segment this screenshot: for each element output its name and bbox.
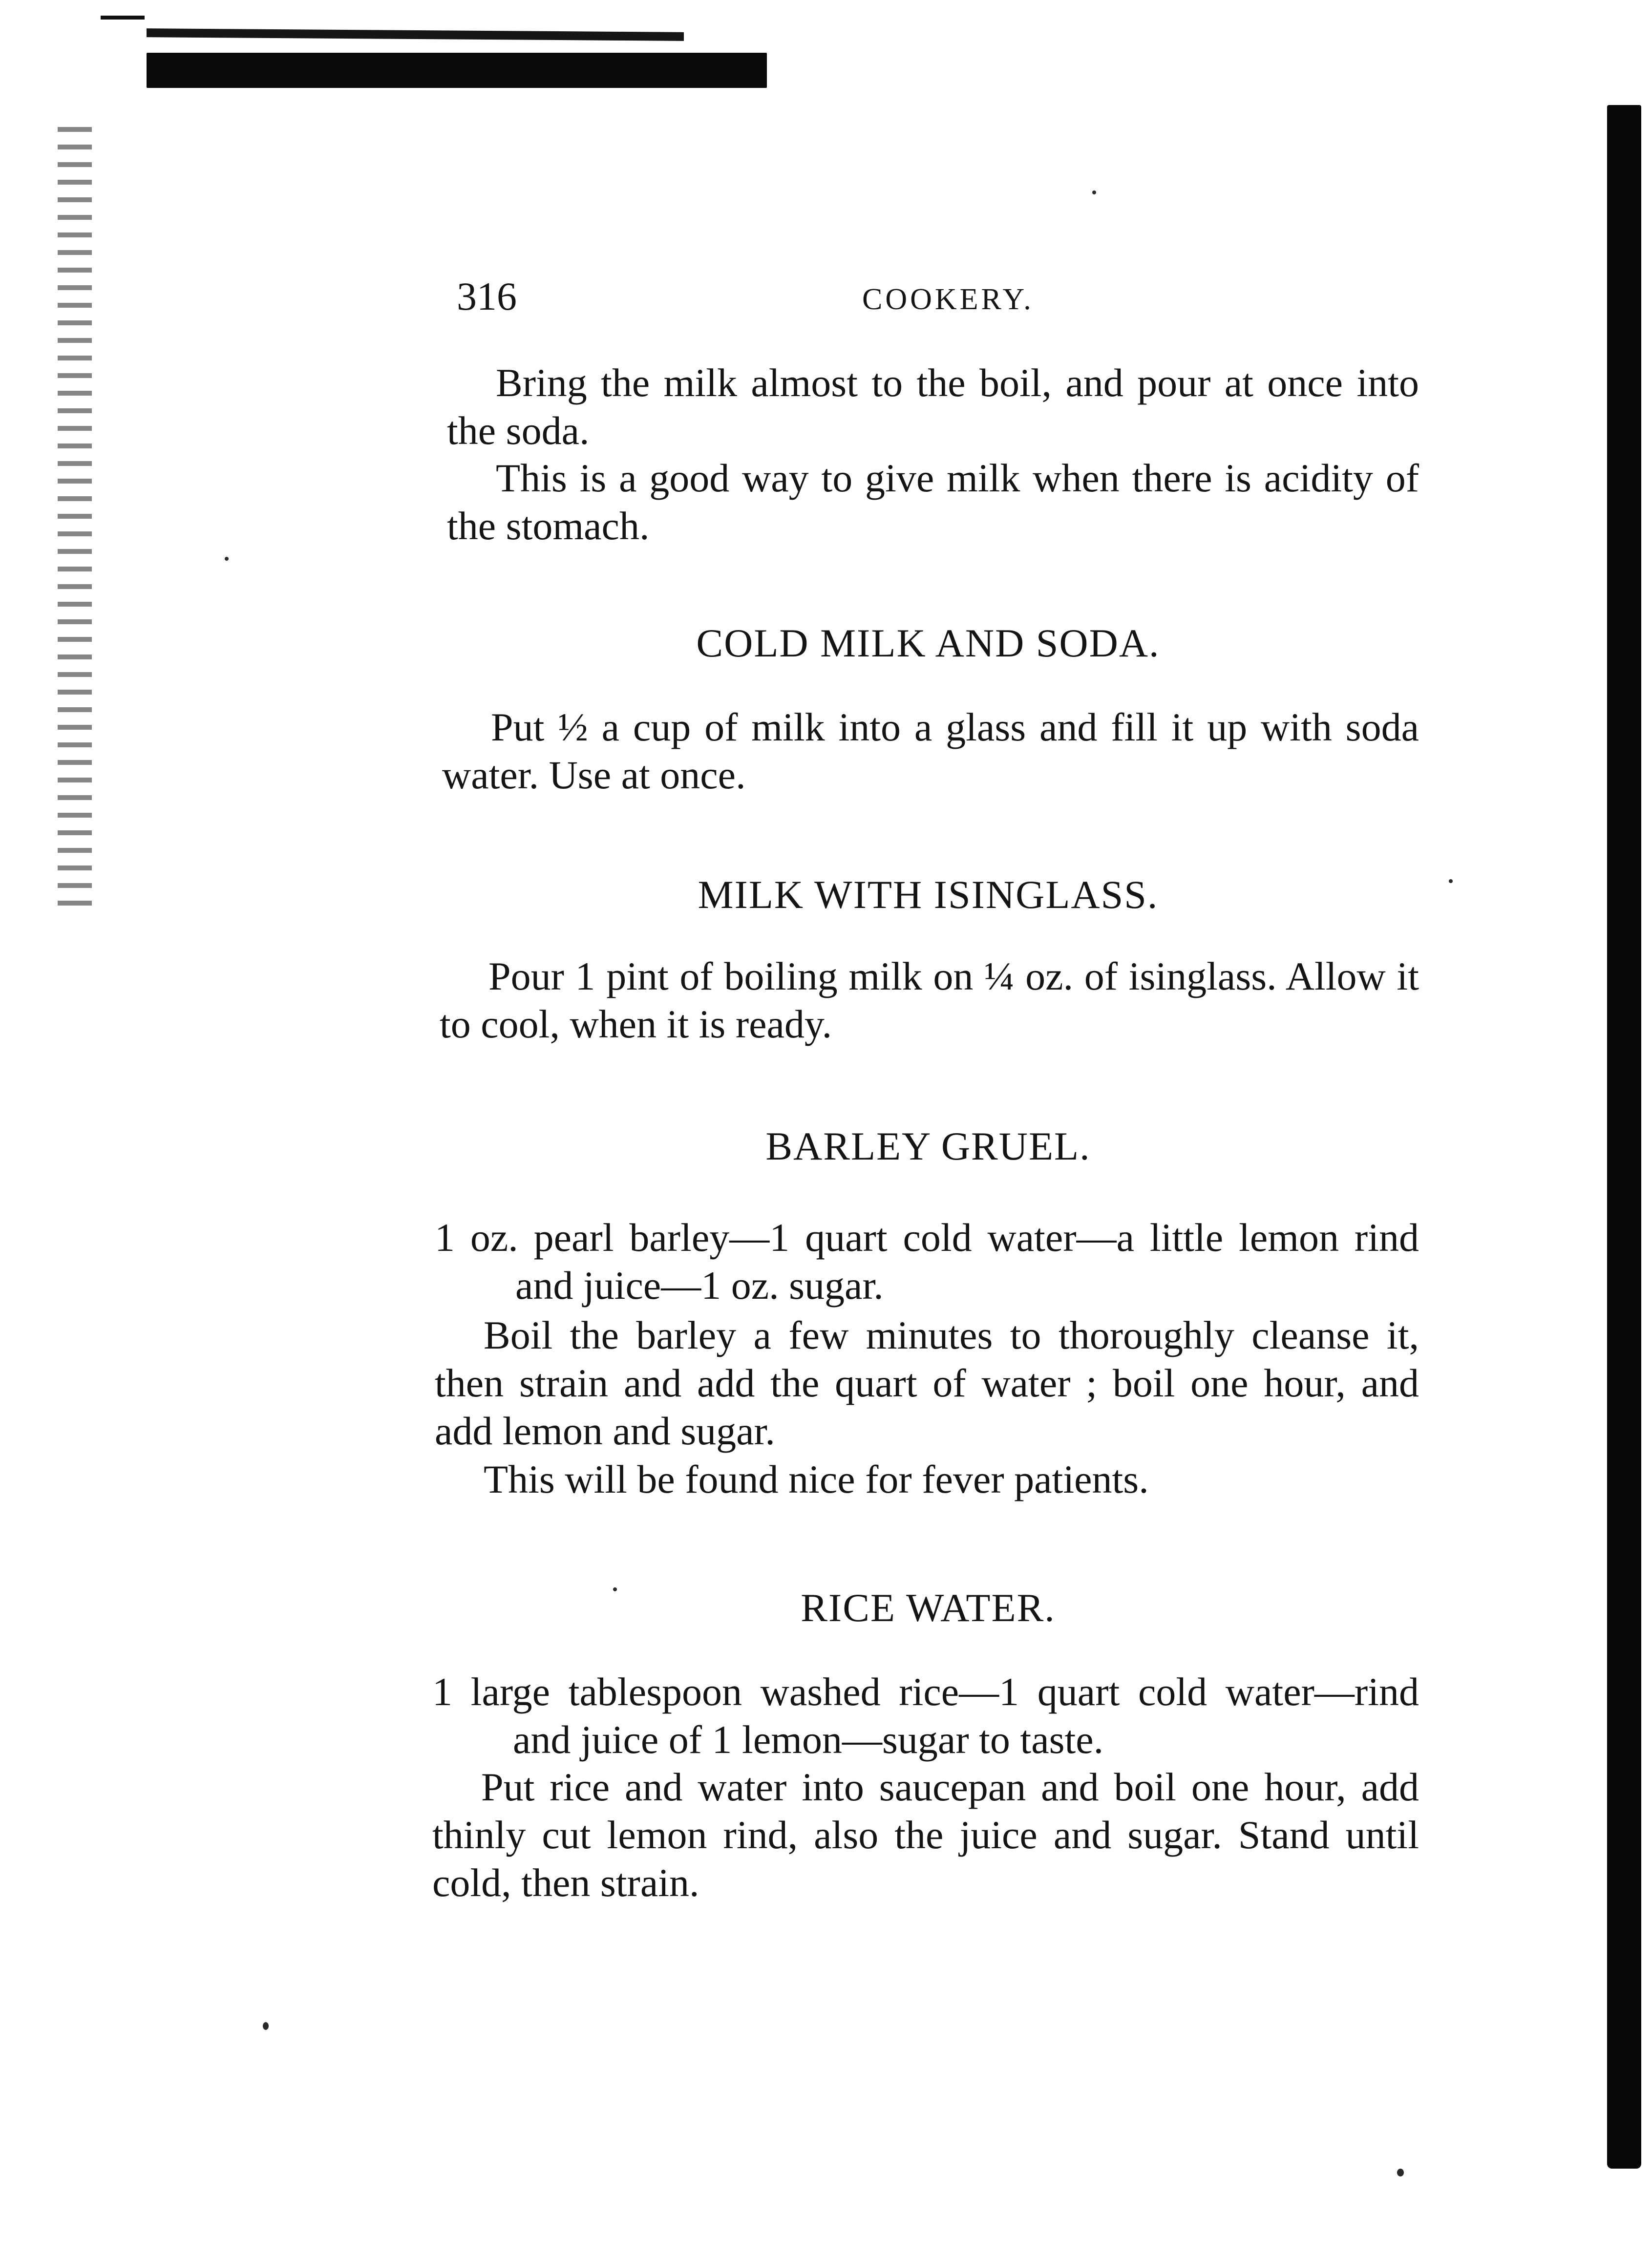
scan-right-edge-bar (1607, 105, 1641, 2169)
barley-gruel-paragraph-1: Boil the barley a few minutes to thoroughly cleanse it, then strain and add the quart of water ; boil one hour, and add lemon and sugar. (435, 1313, 1419, 1453)
intro-paragraph-1: Bring the milk almost to the boil, and pour at once into the soda. (447, 360, 1419, 453)
intro-paragraph-2: This is a good way to give milk when there is acidity of the stomach. (447, 456, 1419, 548)
heading-cold-milk-and-soda: COLD MILK AND SODA. (696, 621, 1160, 665)
scan-speck (225, 557, 229, 561)
running-head: COOKERY. (862, 283, 1034, 316)
scan-top-bar (147, 53, 767, 88)
scan-left-margin-specks (58, 127, 92, 908)
heading-milk-with-isinglass: MILK WITH ISINGLASS. (698, 872, 1159, 917)
cold-milk-soda-paragraph: Put ½ a cup of milk into a glass and fill it up with soda water. Use at once. (442, 705, 1419, 797)
barley-gruel-ingredients: 1 oz. pearl barley—1 quart cold water—a little lemon rind and juice—1 oz. sugar. (435, 1215, 1419, 1308)
scan-top-shadow (147, 28, 684, 41)
scan-edge-mark (101, 16, 145, 20)
rice-water-paragraph: Put rice and water into saucepan and boil one hour, add thinly cut lemon rind, also the juice and sugar. Stand until cold, then strain. (432, 1765, 1419, 1905)
scan-speck (1449, 879, 1453, 883)
scan-speck (263, 2022, 269, 2030)
scan-speck (1397, 2169, 1404, 2176)
page-number: 316 (457, 274, 517, 318)
scan-speck (1092, 190, 1096, 194)
page-header (457, 264, 1419, 337)
heading-rice-water: RICE WATER. (801, 1585, 1056, 1630)
milk-isinglass-paragraph: Pour 1 pint of boiling milk on ¼ oz. of isinglass. Allow it to cool, when it is ready. (440, 954, 1419, 1046)
barley-gruel-paragraph-2: This will be found nice for fever patients. (484, 1457, 1149, 1501)
rice-water-ingredients: 1 large tablespoon washed rice—1 quart cold water—rind and juice of 1 lemon—sugar to taste. (432, 1669, 1419, 1762)
heading-barley-gruel: BARLEY GRUEL. (765, 1124, 1091, 1168)
